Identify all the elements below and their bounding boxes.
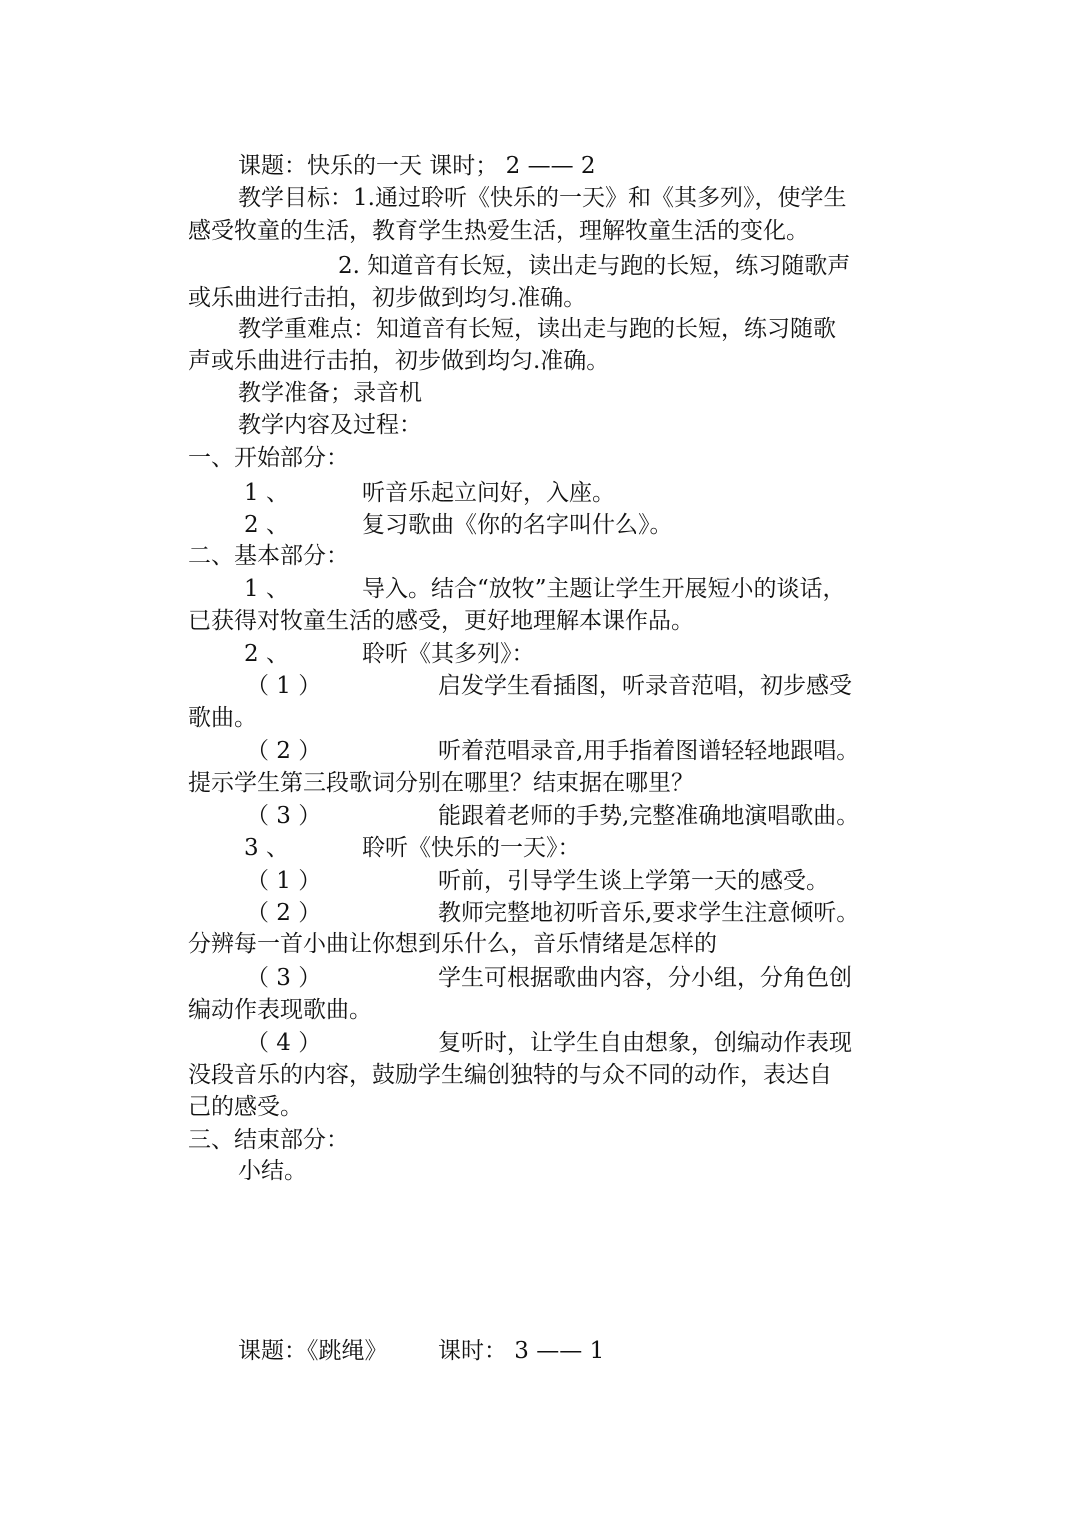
s2-2-sub-2-text: 听着范唱录音,用手指着图谱轻轻地跟唱。 xyxy=(438,738,860,764)
s2-item-1-continuation: 已获得对牧童生活的感受，更好地理解本课作品。 xyxy=(188,608,694,634)
s2-2-sub-2-continuation: 提示学生第三段歌词分别在哪里？结束据在哪里？ xyxy=(188,770,694,796)
key-points-line-2: 声或乐曲进行击拍，初步做到均匀.准确。 xyxy=(188,348,610,374)
s2-item-1-text: 导入。结合“放牧”主题让学生开展短小的谈话， xyxy=(362,576,846,602)
s2-2-sub-1-text: 启发学生看插图，听录音范唱，初步感受 xyxy=(438,673,852,699)
s2-2-sub-2-number: （ 2 ） xyxy=(246,738,322,764)
s2-3-sub-4-number: （ 4 ） xyxy=(246,1030,322,1056)
s2-item-3-number: 3 、 xyxy=(244,835,289,861)
section-2-heading: 二、基本部分： xyxy=(188,543,349,569)
s2-3-sub-3-text: 学生可根据歌曲内容，分小组，分角色创 xyxy=(438,965,852,991)
content-heading: 教学内容及过程： xyxy=(238,412,422,438)
section-3-heading: 三、结束部分： xyxy=(188,1127,349,1153)
s2-item-2-number: 2 、 xyxy=(244,641,289,667)
goal-2-line-1: 2. 知道音有长短，读出走与跑的长短，练习随歌声 xyxy=(338,253,851,279)
s2-3-sub-1-number: （ 1 ） xyxy=(246,868,322,894)
s2-3-sub-4-text: 复听时，让学生自由想象，创编动作表现 xyxy=(438,1030,852,1056)
s2-2-sub-1-number: （ 1 ） xyxy=(246,673,322,699)
s2-2-sub-3-number: （ 3 ） xyxy=(246,803,322,829)
goal-2-line-2: 或乐曲进行击拍，初步做到均匀.准确。 xyxy=(188,285,587,311)
goal-1-line-2: 感受牧童的生活，教育学生热爱生活，理解牧童生活的变化。 xyxy=(188,218,809,244)
summary: 小结。 xyxy=(238,1158,307,1184)
s1-item-2-number: 2 、 xyxy=(244,512,289,538)
section-1-heading: 一、开始部分： xyxy=(188,445,349,471)
s2-3-sub-3-number: （ 3 ） xyxy=(246,965,322,991)
lesson-2-period: 课时： 3 —— 1 xyxy=(438,1338,605,1364)
s1-item-1-text: 听音乐起立问好，入座。 xyxy=(362,480,615,506)
s2-3-sub-4-continuation-1: 没段音乐的内容，鼓励学生编创独特的与众不同的动作，表达自 xyxy=(188,1062,832,1088)
s1-item-2-text: 复习歌曲《你的名字叫什么》。 xyxy=(362,512,673,538)
s2-3-sub-2-continuation: 分辨每一首小曲让你想到乐什么，音乐情绪是怎样的 xyxy=(188,931,717,957)
s2-2-sub-1-continuation: 歌曲。 xyxy=(188,705,257,731)
s2-3-sub-4-continuation-2: 己的感受。 xyxy=(188,1094,303,1120)
preparation: 教学准备；录音机 xyxy=(238,380,422,406)
lesson-title: 课题：快乐的一天 课时； 2 —— 2 xyxy=(238,153,596,179)
s2-item-3-text: 聆听《快乐的一天》： xyxy=(362,835,581,861)
s2-3-sub-2-text: 教师完整地初听音乐,要求学生注意倾听。 xyxy=(438,900,860,926)
s2-3-sub-1-text: 听前，引导学生谈上学第一天的感受。 xyxy=(438,868,829,894)
goal-1-line-1: 教学目标：1.通过聆听《快乐的一天》和《其多列》，使学生 xyxy=(238,185,847,211)
s1-item-1-number: 1 、 xyxy=(244,480,289,506)
s2-3-sub-2-number: （ 2 ） xyxy=(246,900,322,926)
s2-2-sub-3-text: 能跟着老师的手势,完整准确地演唱歌曲。 xyxy=(438,803,860,829)
s2-3-sub-3-continuation: 编动作表现歌曲。 xyxy=(188,997,372,1023)
key-points-line-1: 教学重难点：知道音有长短，读出走与跑的长短，练习随歌 xyxy=(238,316,836,342)
lesson-2-title: 课题：《跳绳》 xyxy=(238,1338,388,1364)
s2-item-1-number: 1 、 xyxy=(244,576,289,602)
s2-item-2-text: 聆听《其多列》： xyxy=(362,641,535,667)
